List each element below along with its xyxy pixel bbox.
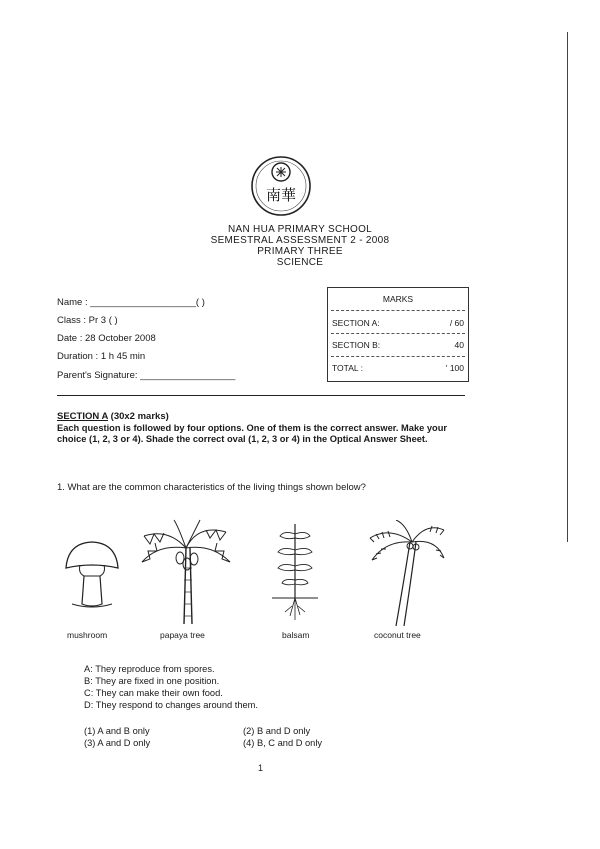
section-instructions: Each question is followed by four options. One of them is the correct answer. Make your choice (1, 2, 3 or 4). Shade the correct oval (1, 2, 3 or 4) in the Optical Answer Sheet. bbox=[57, 423, 448, 444]
section-a-label: SECTION A: bbox=[332, 318, 380, 328]
label-coconut-tree: coconut tree bbox=[374, 630, 421, 640]
option-c: C: They can make their own food. bbox=[84, 688, 223, 698]
svg-text:南華: 南華 bbox=[265, 186, 297, 204]
total-value: ' 100 bbox=[445, 363, 464, 373]
school-name: NAN HUA PRIMARY SCHOOL bbox=[227, 224, 373, 235]
section-title: SECTION A bbox=[57, 411, 109, 422]
choice-2: (2) B and D only bbox=[243, 726, 311, 736]
question-text: 1. What are the common characteristics of the living things shown below? bbox=[57, 482, 366, 493]
class-field: Class : Pr 3 ( ) bbox=[57, 315, 118, 326]
section-a-value: / 60 bbox=[449, 318, 464, 328]
section-a-row bbox=[332, 318, 464, 328]
level-title: PRIMARY THREE bbox=[257, 246, 343, 257]
name-field: Name : ____________________( ) bbox=[57, 297, 205, 308]
date-field: Date : 28 October 2008 bbox=[57, 333, 156, 344]
option-d: D: They respond to changes around them. bbox=[84, 700, 258, 710]
coconut-tree-illustration bbox=[366, 520, 446, 633]
marks-title: MARKS bbox=[382, 294, 414, 304]
assessment-title: SEMESTRAL ASSESSMENT 2 - 2008 bbox=[210, 235, 390, 246]
choice-4: (4) B, C and D only bbox=[243, 738, 323, 748]
divider-line bbox=[57, 395, 465, 396]
page-number: 1 bbox=[258, 763, 264, 773]
label-papaya-tree: papaya tree bbox=[160, 630, 205, 640]
option-b: B: They are fixed in one position. bbox=[84, 676, 220, 686]
parent-signature-field: Parent's Signature: __________________ bbox=[57, 370, 236, 381]
total-label: TOTAL : bbox=[332, 363, 364, 373]
section-b-value: 40 bbox=[454, 340, 464, 350]
mushroom-illustration bbox=[62, 538, 122, 618]
balsam-illustration bbox=[270, 520, 320, 633]
scan-edge-line bbox=[567, 32, 568, 542]
choice-3: (3) A and D only bbox=[84, 738, 151, 748]
section-heading bbox=[57, 411, 169, 422]
school-crest-logo bbox=[249, 150, 313, 220]
label-balsam: balsam bbox=[282, 630, 310, 640]
section-b-row bbox=[332, 340, 464, 350]
section-b-label: SECTION B: bbox=[332, 340, 381, 350]
papaya-tree-illustration bbox=[138, 518, 234, 631]
choice-1: (1) A and B only bbox=[84, 726, 150, 736]
section-marks: (30x2 marks) bbox=[110, 411, 169, 422]
marks-box bbox=[327, 287, 469, 382]
duration-field: Duration : 1 h 45 min bbox=[57, 351, 146, 362]
total-row bbox=[332, 363, 464, 373]
label-mushroom: mushroom bbox=[67, 630, 108, 640]
option-a: A: They reproduce from spores. bbox=[84, 664, 215, 674]
subject-title: SCIENCE bbox=[276, 257, 324, 268]
